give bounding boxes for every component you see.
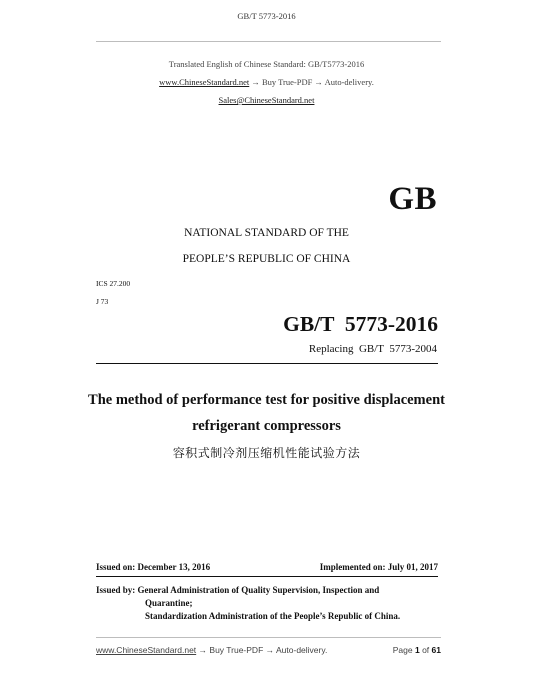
national-standard-line1: NATIONAL STANDARD OF THE <box>184 227 349 239</box>
title-en-line2: refrigerant compressors <box>192 418 341 434</box>
header-divider <box>96 41 441 42</box>
email-link[interactable]: Sales@ChineseStandard.net <box>218 95 315 105</box>
ics-code: ICS 27.200 <box>96 279 131 288</box>
site-link[interactable]: www.ChineseStandard.net <box>159 77 250 87</box>
footer-divider <box>96 637 441 638</box>
issued-by-line1: Issued by: General Administration of Quality Supervision, Inspection and <box>96 585 380 595</box>
page-total: 61 <box>431 645 441 655</box>
email-line <box>0 95 533 105</box>
buy-text: → Buy True-PDF → Auto-delivery. <box>251 77 374 87</box>
dates-divider <box>96 576 438 577</box>
running-header-title: GB/T 5773-2016 <box>237 11 296 21</box>
title-cn: 容积式制冷剂压缩机性能试验方法 <box>172 446 361 460</box>
page-current: 1 <box>414 645 420 655</box>
dates-row <box>96 562 438 572</box>
page-footer <box>96 645 441 655</box>
issued-by-line2: Quarantine; <box>145 598 193 608</box>
implemented-on: Implemented on: July 01, 2017 <box>319 562 438 572</box>
replacing-standard: Replacing GB/T 5773-2004 <box>308 343 437 355</box>
page-of: of <box>422 645 430 655</box>
issued-by-line3: Standardization Administration of the People’s Republic of China. <box>145 611 401 621</box>
national-standard-line2: PEOPLE’S REPUBLIC OF CHINA <box>182 253 351 265</box>
translation-note: Translated English of Chinese Standard: GB/T5773-2016 <box>168 59 365 69</box>
footer-buy-text: → Buy True-PDF → Auto-delivery. <box>198 645 328 655</box>
title-en-line1: The method of performance test for positive displacement <box>88 392 445 408</box>
footer-site-link[interactable]: www.ChineseStandard.net <box>96 645 197 655</box>
gb-mark: GB <box>388 181 437 217</box>
title-divider <box>96 363 438 364</box>
page-label: Page <box>392 645 413 655</box>
issued-on: Issued on: December 13, 2016 <box>96 562 211 572</box>
purchase-line <box>0 77 533 87</box>
ccs-code: J 73 <box>96 297 109 306</box>
standard-number: GB/T 5773-2016 <box>283 312 438 336</box>
page-indicator <box>393 645 441 655</box>
